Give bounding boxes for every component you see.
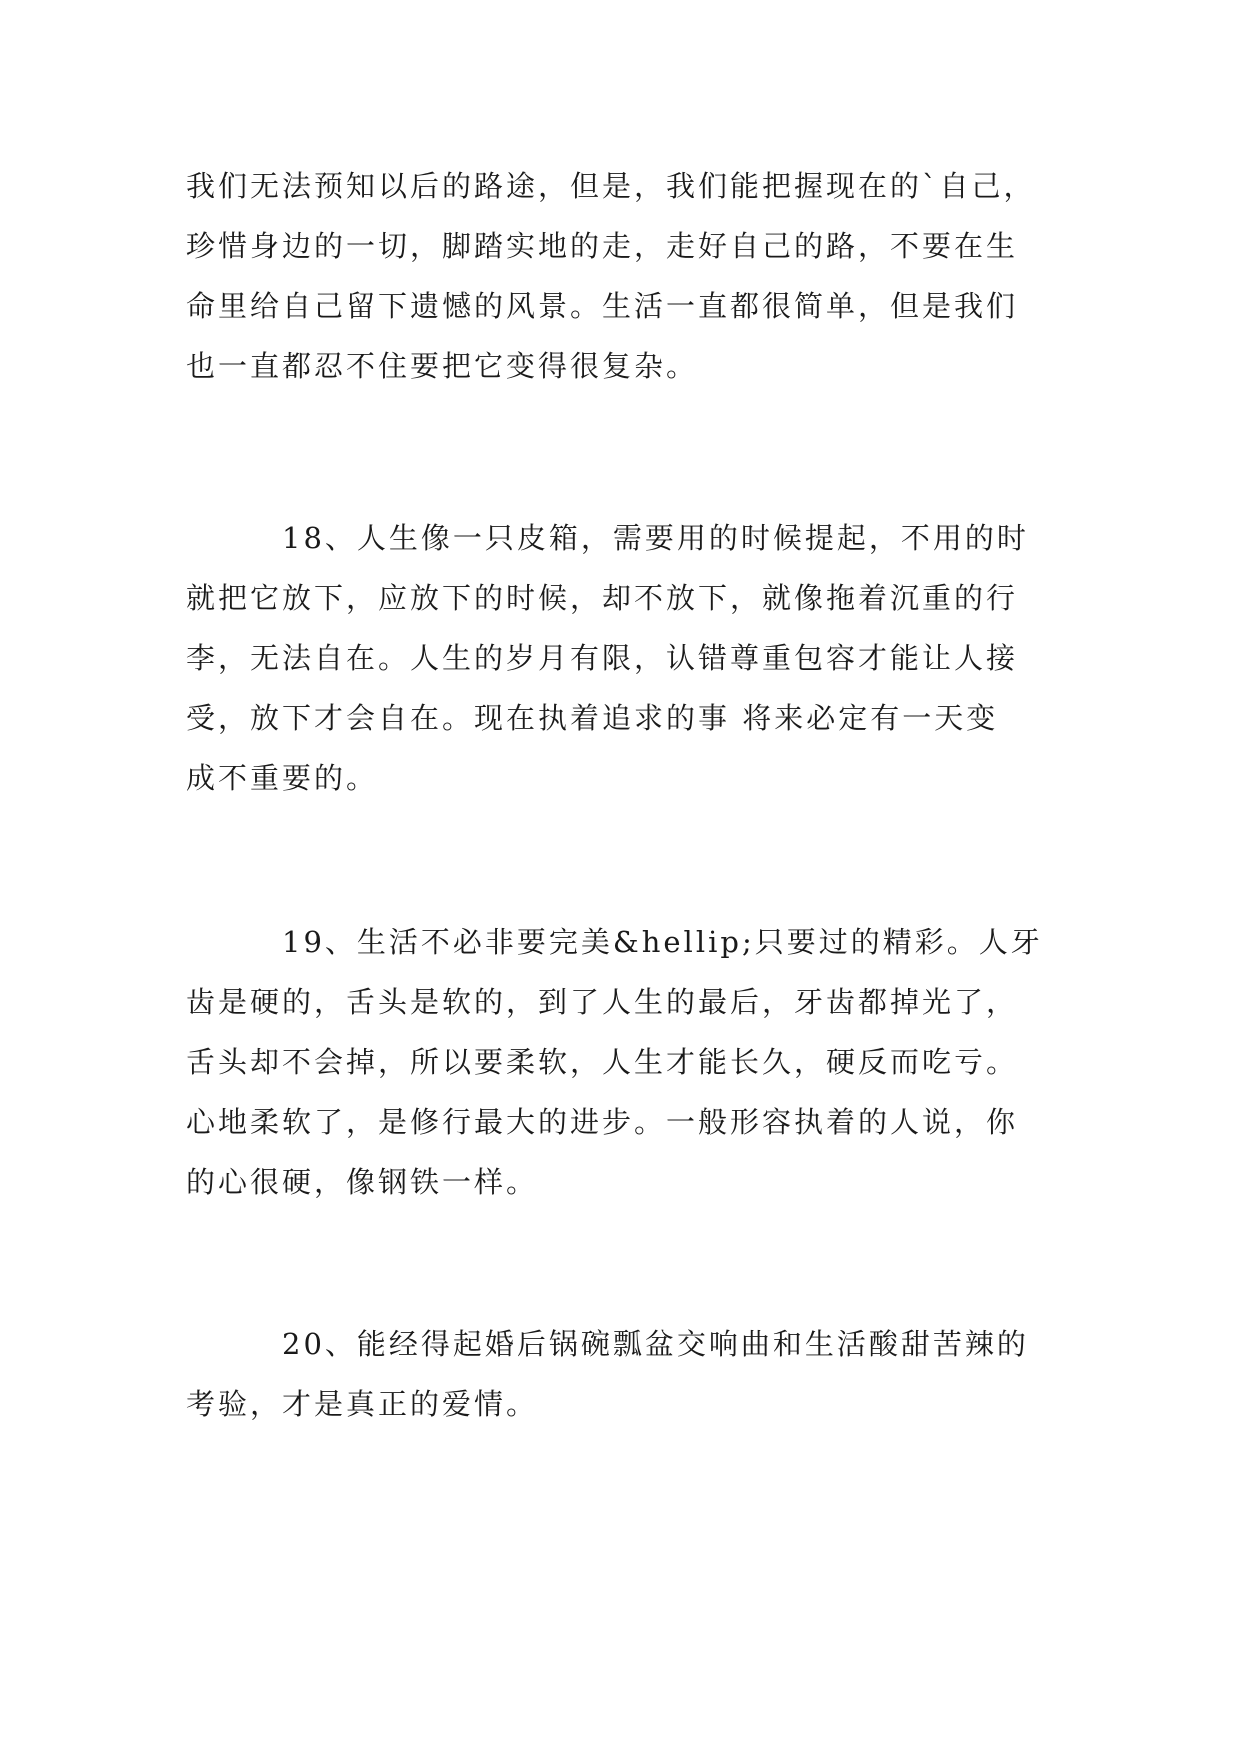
paragraph-item-19 xyxy=(186,912,1056,1212)
text-line: 18、人生像一只皮箱，需要用的时候提起，不用的时 xyxy=(186,521,1029,555)
text-line: 的心很硬，像钢铁一样。 xyxy=(186,1165,539,1199)
text-line: 19、生活不必非要完美&hellip;只要过的精彩。人牙 xyxy=(186,925,1043,959)
text-line: 受，放下才会自在。现在执着追求的事 将来必定有一天变 xyxy=(186,701,999,735)
paragraph-item-18 xyxy=(186,508,1056,808)
text-line: 也一直都忍不住要把它变得很复杂。 xyxy=(186,349,699,383)
text-line: 李，无法自在。人生的岁月有限，认错尊重包容才能让人接 xyxy=(186,641,1019,675)
text-line: 舌头却不会掉，所以要柔软，人生才能长久，硬反而吃亏。 xyxy=(186,1045,1019,1079)
text-line: 就把它放下，应放下的时候，却不放下，就像拖着沉重的行 xyxy=(186,581,1019,615)
text-line: 考验，才是真正的爱情。 xyxy=(186,1387,539,1421)
text-line: 珍惜身边的一切，脚踏实地的走，走好自己的路，不要在生 xyxy=(186,229,1019,263)
text-line: 命里给自己留下遗憾的风景。生活一直都很简单，但是我们 xyxy=(186,289,1019,323)
text-line: 20、能经得起婚后锅碗瓢盆交响曲和生活酸甜苦辣的 xyxy=(186,1327,1029,1361)
text-line: 齿是硬的，舌头是软的，到了人生的最后，牙齿都掉光了， xyxy=(186,985,1019,1019)
text-line: 心地柔软了，是修行最大的进步。一般形容执着的人说，你 xyxy=(186,1105,1019,1139)
paragraph-life-path xyxy=(186,156,1056,396)
text-line: 我们无法预知以后的路途，但是，我们能把握现在的`自己， xyxy=(186,169,1036,203)
paragraph-item-20 xyxy=(186,1314,1056,1434)
text-line: 成不重要的。 xyxy=(186,761,379,795)
